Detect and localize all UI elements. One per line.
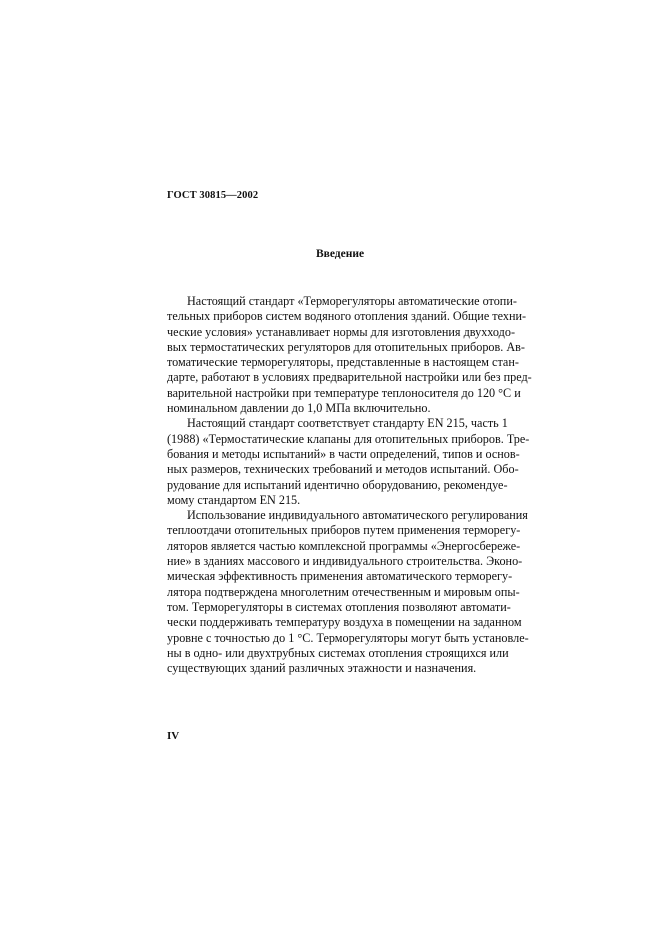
text-line: теплоотдачи отопительных приборов путем применения терморегу-: [167, 523, 521, 538]
text-line: мому стандартом EN 215.: [167, 492, 301, 507]
text-line: варительной настройки при температуре теплоносителя до 120 °С и: [167, 385, 521, 400]
text-line: (1988) «Термостатические клапаны для отопительных приборов. Тре-: [167, 431, 530, 446]
text-line: ных размеров, технических требований и методов испытаний. Обо-: [167, 462, 519, 477]
text-line: мическая эффективность применения автоматического терморегу-: [167, 569, 513, 584]
standard-code-header: ГОСТ 30815—2002: [167, 190, 259, 201]
body-text: [167, 294, 532, 676]
text-line: Настоящий стандарт «Терморегуляторы автоматические отопи-: [187, 294, 517, 308]
text-line: бования и методы испытаний» в части определений, типов и основ-: [167, 446, 520, 461]
section-title: Введение: [315, 248, 365, 260]
text-line: номинальном давлении до 1,0 МПа включительно.: [167, 401, 431, 416]
text-line: чески поддерживать температуру воздуха в помещении на заданном: [167, 615, 522, 630]
text-line: том. Терморегуляторы в системах отопления позволяют автомати-: [167, 599, 511, 614]
text-line: Настоящий стандарт соответствует стандарту EN 215, часть 1: [187, 416, 508, 431]
text-line: ляторов является частью комплексной программы «Энергосбереже-: [167, 538, 521, 553]
text-line: рудование для испытаний идентично оборудованию, рекомендуе-: [167, 477, 508, 492]
page-number: IV: [167, 730, 180, 742]
text-line: ны в одно- или двухтрубных системах отопления строящихся или: [167, 645, 509, 660]
text-line: дарте, работают в условиях предварительной настройки или без пред-: [167, 370, 532, 385]
text-line: Использование индивидуального автоматического регулирования: [187, 508, 528, 523]
paragraph-scope: [167, 294, 532, 416]
text-line: томатические терморегуляторы, представленные в настоящем стан-: [167, 355, 519, 370]
text-line: вых термостатических регуляторов для отопительных приборов. Ав-: [167, 339, 525, 354]
text-line: тельных приборов систем водяного отопления зданий. Общие техни-: [167, 309, 527, 324]
text-line: существующих зданий различных этажности и назначения.: [167, 661, 477, 676]
text-line: ние» в зданиях массового и индивидуального строительства. Эконо-: [167, 554, 523, 569]
paragraph-energy-saving: [167, 508, 529, 676]
paragraph-en215-conformity: [167, 416, 530, 508]
text-line: уровне с точностью до 1 °С. Терморегуляторы могут быть установле-: [167, 630, 529, 645]
text-line: ческие условия» устанавливает нормы для изготовления двухходо-: [167, 324, 516, 339]
text-line: лятора подтверждена многолетним отечественным и мировым опы-: [167, 584, 520, 599]
